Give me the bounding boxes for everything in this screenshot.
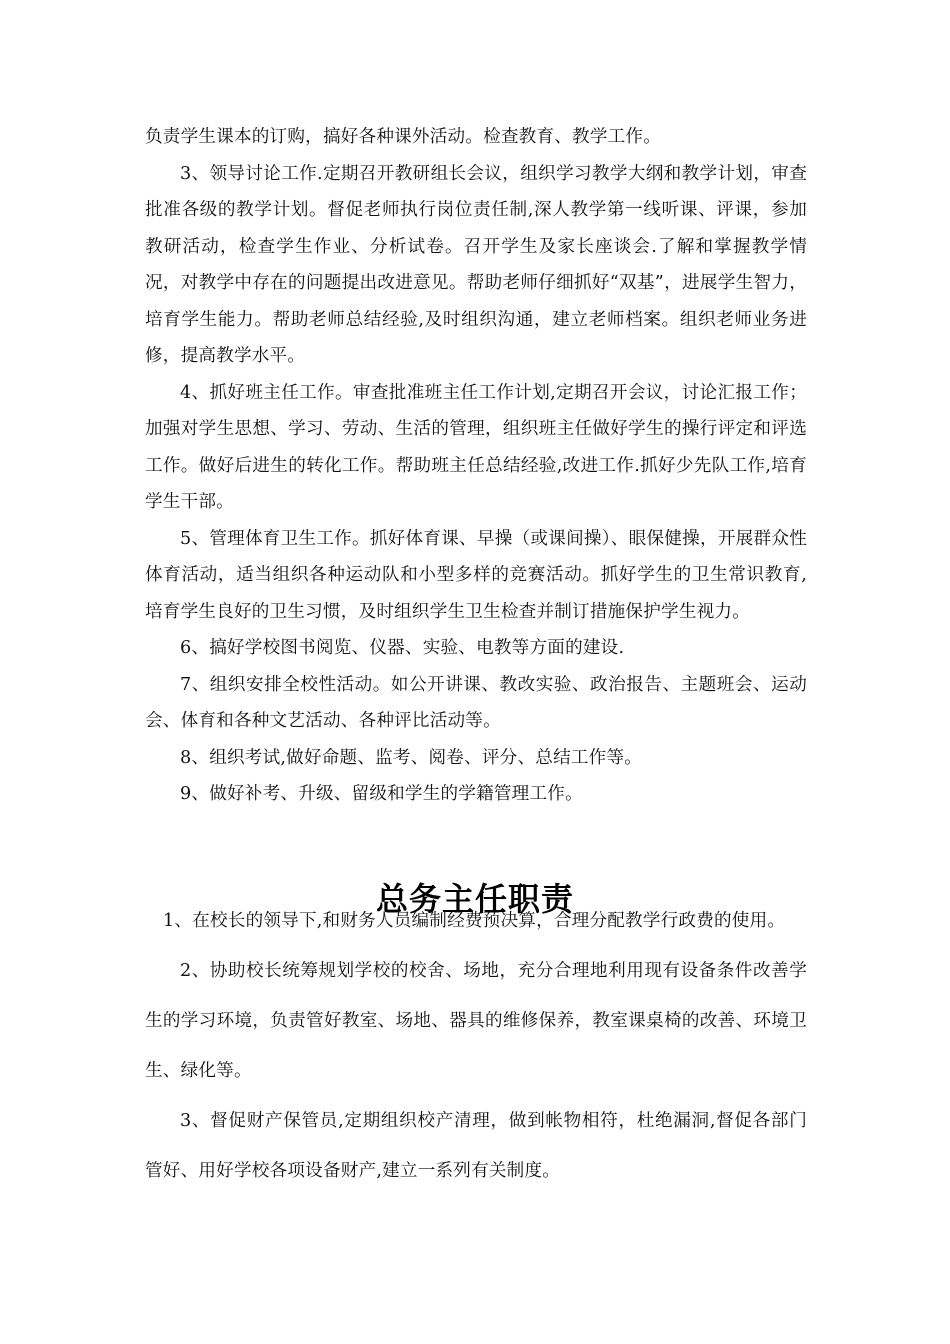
general-affairs-duties-section	[145, 896, 807, 1196]
section-heading: 总务主任职责	[375, 880, 574, 919]
paragraph-item-8: 8、组织考试,做好命题、监考、阅卷、评分、总结工作等。	[180, 747, 643, 768]
paragraph-item-3: 3、督促财产保管员,定期组织校产清理，做到帐物相符，杜绝漏洞,督促各部门管好、用好学校各项设备财产,建立一系列有关制度。	[145, 1111, 807, 1181]
paragraph-item-2: 2、协助校长统筹规划学校的校舍、场地，充分合理地利用现有设备条件改善学生的学习环境，负责管好教室、场地、器具的维修保养，教室课桌椅的改善、环境卫生、绿化等。	[145, 961, 807, 1081]
paragraph-item-1: 1、在校长的领导下,和财务人员编制经费预决算，合理分配教学行政费的使用。	[163, 911, 786, 931]
paragraph-item-9: 9、做好补考、升级、留级和学生的学籍管理工作。	[180, 784, 583, 804]
paragraph-item-5: 5、管理体育卫生工作。抓好体育课、早操（或课间操）、眼保健操，开展群众性体育活动，适当组织各种运动队和小型多样的竞赛活动。抓好学生的卫生常识教育,培育学生良好的卫生习惯，及时组织学生卫生检查并制订措施保护学生视力。	[145, 528, 807, 622]
academic-duties-section	[145, 119, 807, 813]
paragraph-item-4: 4、抓好班主任工作。审查批准班主任工作计划,定期召开会议，讨论汇报工作；加强对学生思想、学习、劳动、生活的管理，组织班主任做好学生的操行评定和评选工作。做好后进生的转化工作。帮助班主任总结经验,改进工作.抓好少先队工作,培育学生干部。	[145, 382, 807, 512]
paragraph-item-3: 3、领导讨论工作.定期召开教研组长会议，组织学习教学大纲和教学计划，审查批准各级的教学计划。督促老师执行岗位责任制,深人教学第一线听课、评课，参加教研活动，检查学生作业、分析试卷。召开学生及家长座谈会.了解和掌握教学情况，对教学中存在的问题提出改进意见。帮助老师仔细抓好“双基”，进展学生智力，培育学生能力。帮助老师总结经验,及时组织沟通，建立老师档案。组织老师业务进修，提高教学水平。	[145, 163, 807, 366]
paragraph-continuation: 负责学生课本的订购，搞好各种课外活动。检查教育、教学工作。	[145, 127, 662, 147]
paragraph-item-6: 6、搞好学校图书阅览、仪器、实验、电教等方面的建设.	[180, 638, 625, 658]
paragraph-item-7: 7、组织安排全校性活动。如公开讲课、教改实验、政治报告、主题班会、运动会、体育和各种文艺活动、各种评比活动等。	[145, 674, 807, 731]
